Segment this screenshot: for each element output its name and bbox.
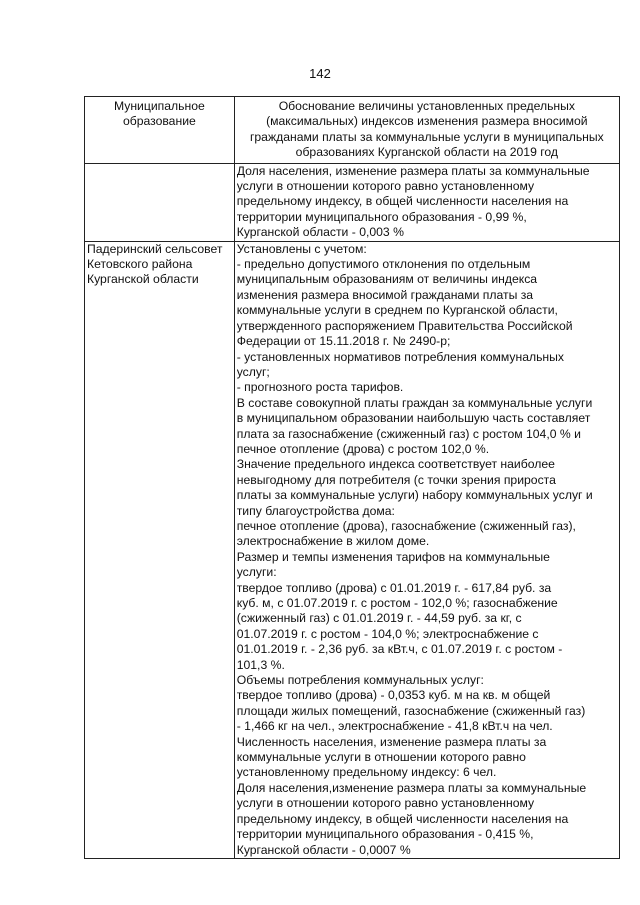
text-line: территории муниципального образования - 0,99 %, [236,209,527,224]
justification-cell [234,163,619,241]
text-line: куб. м, с 01.07.2019 г. с ростом - 102,0 %; газоснабжение [236,596,558,610]
text-line: печное отопление (дрова) с ростом 102,0 %. [236,441,490,456]
page-number: 142 [309,66,331,81]
text-line: коммунальные услуги в отношении которого равно [236,750,526,765]
text-line: 101,3 %. [236,657,285,672]
text-line: Объемы потребления коммунальных услуг: [236,673,484,688]
text-line: - 1,466 кг на чел., электроснабжение - 41,8 кВт.ч на чел. [236,719,553,734]
text-line: услуги в отношении которого равно установленному [236,179,535,194]
text-line: в муниципальном образовании наибольшую часть составляет [236,411,591,426]
text-line: Падеринский сельсовет [87,241,223,256]
text-line: печное отопление (дрова), газоснабжение (сжиженный газ), [236,518,576,533]
text-line: услуг; [236,364,270,379]
text-line: Доля населения,изменение размера платы за коммунальные [236,780,587,795]
text-line: площади жилых помещений, газоснабжение (сжиженный газ) [236,703,586,718]
table-row [85,163,620,241]
text-line: территории муниципального образования - 0,415 %, [236,827,534,842]
table-row [85,241,620,858]
justification-table [84,96,620,859]
header-line: образование [122,114,196,129]
header-line: (максимальных) индексов изменения размера вносимой [266,114,588,129]
text-line: предельному индексу, в общей численности населения на [236,811,569,826]
text-line: твердое топливо (дрова) с 01.01.2019 г. - 617,84 руб. за [236,580,552,595]
text-line: типу благоустройства дома: [236,503,395,518]
header-justification [234,97,619,164]
text-line: (сжиженный газ) с 01.01.2019 г. - 44,59 руб. за кг, с [236,611,522,626]
text-line: коммунальные услуги в среднем по Курганской области, [236,303,558,318]
text-line: Численность населения, изменение размера платы за [236,734,547,749]
text-line: изменения размера вносимой гражданами платы за [236,287,534,302]
text-line: предельному индексу, в общей численности населения на [236,194,569,209]
text-line: Кетовского района [87,257,193,272]
text-line: Курганской области [87,272,199,287]
header-line: гражданами платы за коммунальные услуги в муниципальных [249,129,604,144]
text-line: Установлены с учетом: [236,241,367,256]
text-line: плата за газоснабжение (сжиженный газ) с ростом 104,0 % и [236,426,581,441]
text-line: Значение предельного индекса соответствует наиболее [236,457,555,472]
header-line: Обоснование величины установленных предельных [278,99,576,113]
text-line: 01.07.2019 г. с ростом - 104,0 %; электроснабжение с [236,626,539,641]
text-line: - предельно допустимого отклонения по отдельным [236,257,531,272]
text-line: муниципальным образованиям от величины индекса [236,272,538,287]
text-line: 01.01.2019 г. - 2,36 руб. за кВт.ч, с 01.07.2019 г. с ростом - [236,642,563,657]
text-line: электроснабжение в жилом доме. [236,534,430,549]
justification-cell [234,241,619,858]
text-line: Курганской области - 0,0007 % [236,842,411,857]
municipality-cell [85,241,235,858]
text-line: невыгодному для потребителя (с точки зрения прироста [236,472,556,487]
text-line: Размер и темпы изменения тарифов на коммунальные [236,549,550,564]
text-line: услуги: [236,565,277,580]
text-line: Федерации от 15.11.2018 г. № 2490-р; [236,334,451,349]
text-line: В составе совокупной платы граждан за коммунальные услуги [236,395,593,410]
text-line: твердое топливо (дрова) - 0,0353 куб. м на кв. м общей [236,688,551,703]
text-line: Курганской области - 0,003 % [236,225,404,240]
text-line: - прогнозного роста тарифов. [236,380,404,395]
table-header-row [85,97,620,164]
header-line: образованиях Курганской области на 2019 год [295,145,559,160]
text-line: Доля населения, изменение размера платы за коммунальные [236,163,590,178]
header-municipality [85,97,235,164]
text-line: услуги в отношении которого равно установленному [236,796,535,811]
municipality-cell [85,163,235,241]
header-line: Муниципальное [113,99,205,113]
text-line: установленному предельному индексу: 6 чел. [236,765,497,780]
text-line: утвержденного распоряжением Правительства Российской [236,318,573,333]
text-line: - установленных нормативов потребления коммунальных [236,349,565,364]
text-line: платы за коммунальные услуги) набору коммунальных услуг и [236,488,593,503]
